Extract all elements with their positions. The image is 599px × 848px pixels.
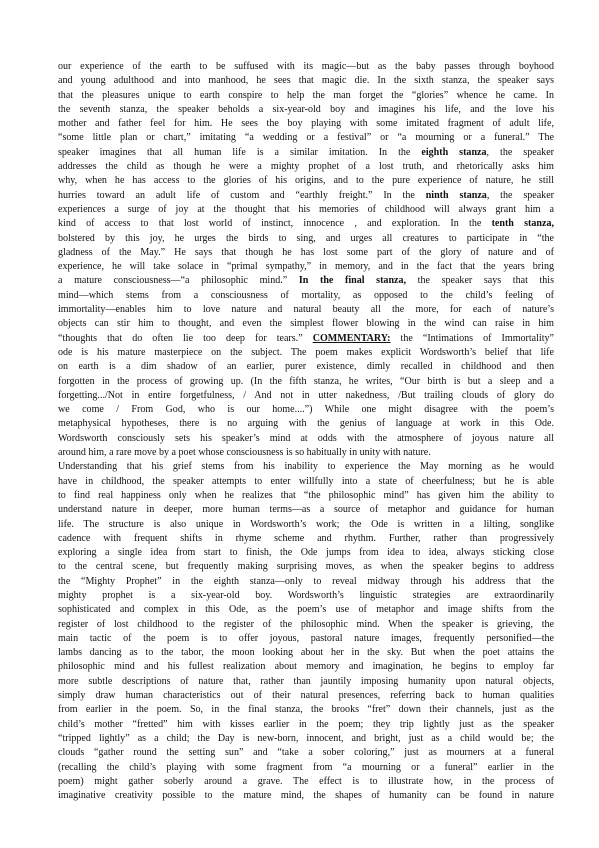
text-run: philosophic mind and his fullest realization about memory and imagination, he begins to employ far [58, 661, 554, 673]
text-line [58, 332, 554, 346]
text-run: speaker imagines that all human life is a similar imitation. In the [58, 146, 422, 158]
text-line [58, 589, 554, 603]
text-line [58, 689, 554, 703]
text-line [58, 446, 554, 460]
text-run: why, when he has access to the glories of his origins, and to the pure experience of nature, he still [58, 175, 554, 187]
text-run: a mature consciousness—“a philosophic mind.” [58, 275, 299, 287]
text-run: forgotten in the process of growing up. (In the fifth stanza, he writes, “Our birth is but a sleep and a [58, 375, 554, 387]
text-run: the “Mighty Prophet” in the eighth stanza—only to reveal midway through his address that the [58, 575, 554, 587]
text-run: exploring a single idea from start to finish, the Ode jumps from idea to idea, always sticking close [58, 547, 554, 559]
text-run: Wordsworth consciously sets his speaker’s mind at odds with the atmosphere of joyous nature all [58, 432, 554, 444]
text-run: and young adulthood and into manhood, he sees that magic die. In the sixth stanza, the speaker says [58, 75, 554, 87]
text-line [58, 460, 554, 474]
text-run: experience, he will take solace in “primal sympathy,” in memory, and in the fact that the years bring [58, 261, 554, 273]
text-line [58, 74, 554, 88]
text-run: objects can stir him to thought, and even the simplest flower blowing in the wind can raise in him [58, 318, 554, 330]
text-line [58, 632, 554, 646]
text-line [58, 274, 554, 288]
text-line [58, 646, 554, 660]
text-run: that the pleasures unique to earth conspire to help the man forget the “glories” whence he came. In [58, 89, 554, 101]
text-line [58, 503, 554, 517]
text-run: understand nature in deeper, more human terms—as a source of metaphor and guidance for human [58, 504, 554, 516]
text-run: clouds “gather round the setting sun” and “take a sober coloring,” just as mourners at a funeral [58, 747, 554, 759]
text-run: on earth is a dim shadow of an earlier, purer existence, dimly recalled in childhood and then [58, 361, 554, 373]
text-run: hurries toward an adult life of custom and “earthly freight.” In the [58, 189, 426, 201]
text-line [58, 375, 554, 389]
text-run: to find real happiness only when he realizes that “the philosophic mind” has given him the ability to [58, 489, 554, 501]
text-run: “tripped lightly” as a child; the Day is new-born, innocent, and bright, just as a child would be; the [58, 732, 554, 744]
text-run: lambs dancing as to the tabor, the moon looking about her in the sky. But when the poet attains the [58, 647, 554, 659]
text-line [58, 289, 554, 303]
text-run: “thoughts that do often lie too deep for tears.” [58, 332, 313, 344]
text-run: gladness of the May.” He says that though he has lost some part of the glory of nature and of [58, 246, 554, 258]
text-run: bolstered by this joy, he urges the birds to sing, and urges all creatures to participate in “the [58, 232, 554, 244]
text-line [58, 403, 554, 417]
text-run: register of lost childhood to the register of the philosophic mind. When the speaker is grieving, the [58, 618, 554, 630]
text-line [58, 203, 554, 217]
text-run: from earlier in the poem. So, in the final stanza, the brooks “fret” down their channels, just as the [58, 704, 554, 716]
text-run: our experience of the earth to be suffused with its magic—but as the baby passes through boyhood [58, 61, 554, 72]
text-line [58, 131, 554, 145]
text-run: “some little plan or chart,” imitating “a wedding or a festival” or “a mourning or a funeral.” The [58, 132, 554, 144]
text-run: imaginative creativity possible to the mature mind, the shapes of humanity can be found in nature [58, 790, 554, 802]
text-line [58, 775, 554, 789]
bold-phrase: tenth stanza, [491, 218, 554, 230]
text-run: cadence with frequent shifts in rhyme scheme and rhythm. Further, rather than progressively [58, 532, 554, 544]
text-line [58, 303, 554, 317]
text-line [58, 746, 554, 760]
text-line [58, 360, 554, 374]
text-run: (recalling the child’s playing with some fragment from “a mourning or a funeral” earlier in the [58, 761, 554, 773]
text-run: the seventh stanza, the speaker beholds a six-year-old boy and imagines his life, and the love his [58, 103, 554, 115]
text-line [58, 575, 554, 589]
text-line [58, 761, 554, 775]
text-line [58, 346, 554, 360]
text-line [58, 103, 554, 117]
text-line [58, 246, 554, 260]
text-run: metaphysical hypotheses, there is no arguing with the genius of language at work in this Ode. [58, 418, 554, 430]
text-line [58, 518, 554, 532]
commentary-heading: COMMENTARY: [312, 332, 391, 344]
text-line [58, 660, 554, 674]
text-run: child’s mother “fretted” him with kisses earlier in the poem; they trip lightly just as the speaker [58, 718, 554, 730]
text-run: experiences a surge of joy at the thought that his memories of childhood will always grant him a [58, 203, 554, 215]
text-run: forgetting.../Not in entire forgetfulness, / And not in utter nakedness, /But trailing clouds of glory do [58, 389, 554, 401]
text-line [58, 189, 554, 203]
text-run: kind of access to that lost world of instinct, innocence , and exploration. In the [58, 218, 492, 230]
text-line [58, 475, 554, 489]
document-body [58, 60, 554, 803]
text-line [58, 703, 554, 717]
text-line [58, 789, 554, 803]
text-line [58, 260, 554, 274]
text-run: mother and father feel for him. He sees the boy playing with some imitated fragment of adult life, [58, 118, 554, 130]
text-line [58, 618, 554, 632]
text-line [58, 546, 554, 560]
text-run: mind—which stems from a consciousness of mortality, as opposed to the child’s feeling of [58, 289, 554, 301]
text-run: , the speaker [486, 189, 554, 201]
text-run: addresses the child as though he were a mighty prophet of a lost truth, and rhetorically asks him [58, 161, 554, 173]
text-line [58, 489, 554, 503]
text-run: sophisticated and complex in this Ode, as the poem’s use of metaphor and image shifts from the [58, 604, 554, 616]
text-line [58, 146, 554, 160]
bold-phrase: ninth stanza [425, 189, 487, 201]
text-line [58, 389, 554, 403]
text-line [58, 560, 554, 574]
bold-phrase: eighth stanza [421, 146, 487, 158]
text-run: main tactic of the poem is to offer joyous, pastoral nature images, frequently personified—the [58, 632, 554, 644]
text-run: poem) might gather soberly around a grave. The effect is to illustrate how, in the process of [58, 775, 554, 787]
text-line [58, 317, 554, 331]
text-run: Understanding that his grief stems from his inability to experience the May morning as he would [58, 461, 554, 473]
text-run: we come / From God, who is our home....”) While one might disagree with the poem’s [58, 404, 554, 416]
text-line [58, 732, 554, 746]
text-run: have in childhood, the speaker attempts to enter willfully into a state of cheerfulness; but he is able [58, 475, 554, 487]
text-line [58, 417, 554, 431]
text-line [58, 89, 554, 103]
text-run: more subtle descriptions of nature that, rather than jauntily imposing humanity upon natural objects, [58, 675, 554, 687]
text-line [58, 174, 554, 188]
text-line [58, 217, 554, 231]
text-line [58, 160, 554, 174]
text-line [58, 117, 554, 131]
text-run: simply draw human characteristics out of their natural presences, referring back to human qualities [58, 690, 554, 702]
text-line [58, 432, 554, 446]
text-run: the speaker says that this [406, 275, 555, 287]
text-line [58, 603, 554, 617]
text-run: mighty prophet is a six-year-old boy. Wordsworth’s linguistic strategies are extraordinarily [58, 589, 554, 601]
text-line [58, 718, 554, 732]
text-run: the “Intimations of Immortality” [390, 332, 554, 344]
text-run: to the central scene, but frequently making surprising moves, as when the speaker begins to address [58, 561, 554, 573]
text-run: around him, a rare move by a poet whose consciousness is so habitually in unity with nature. [58, 447, 431, 459]
text-run: , the speaker [486, 146, 554, 158]
text-line [58, 232, 554, 246]
text-line [58, 532, 554, 546]
text-run: life. The structure is also unique in Wordsworth’s work; the Ode is written in a lilting, songlike [58, 518, 554, 530]
text-run: ode is his mature masterpiece on the subject. The poem makes explicit Wordsworth’s belief that life [58, 346, 554, 358]
text-run: immortality—enables him to love nature and natural beauty all the more, for each of nature’s [58, 304, 554, 316]
text-line [58, 60, 554, 74]
text-line [58, 675, 554, 689]
bold-phrase: In the final stanza, [298, 275, 407, 287]
